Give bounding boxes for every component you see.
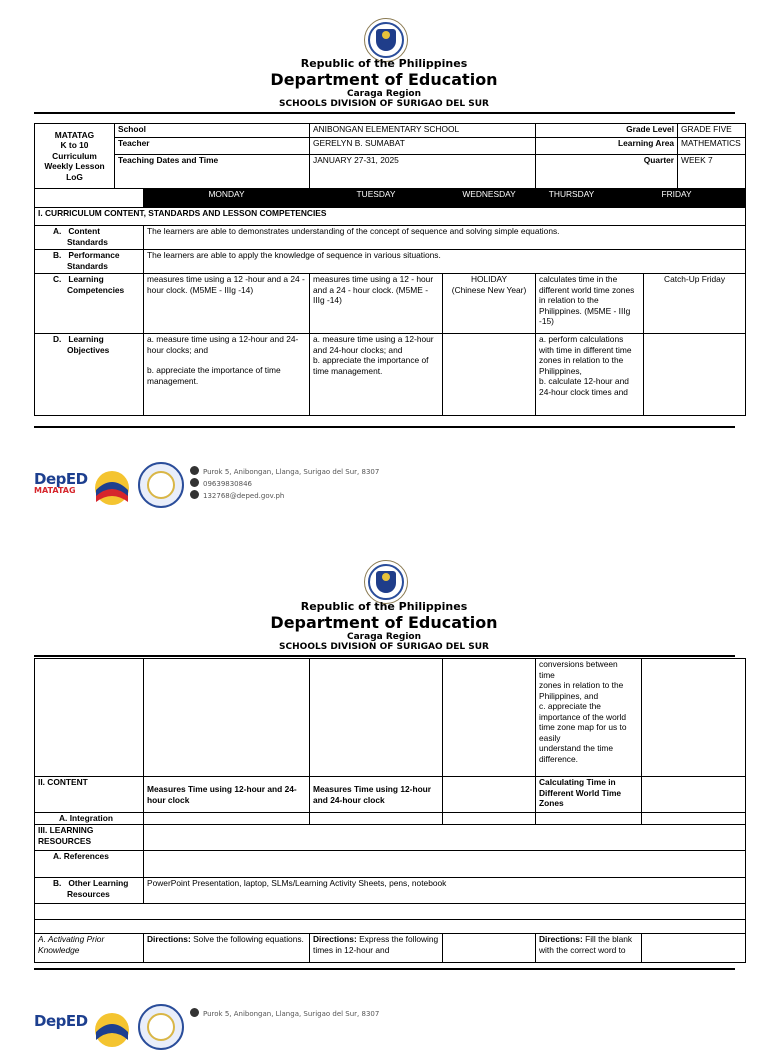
- page2-end-divider: [34, 968, 735, 970]
- day-thursday: THURSDAY: [536, 189, 608, 208]
- dates-value: JANUARY 27-31, 2025: [310, 155, 536, 189]
- content-friday: [642, 777, 746, 813]
- day-wednesday: WEDNESDAY: [443, 189, 536, 208]
- school-seal-icon: [138, 462, 184, 508]
- competency-wednesday: HOLIDAY (Chinese New Year): [443, 274, 536, 334]
- dates-label: Teaching Dates and Time: [115, 155, 310, 189]
- content-thursday: Calculating Time in Different World Time Zones: [536, 777, 642, 813]
- division-text: SCHOOLS DIVISION OF SURIGAO DEL SUR: [279, 99, 489, 109]
- performance-standards-text: The learners are able to apply the knowledge of sequence in various situations.: [144, 250, 746, 274]
- email-icon: [190, 490, 199, 499]
- tuesday-cell: [310, 659, 443, 777]
- quarter-value: WEEK 7: [678, 155, 746, 189]
- region-text: Caraga Region: [347, 89, 421, 99]
- teacher-label: Teacher: [115, 138, 310, 155]
- competency-thursday: calculates time in the different world time zones in relation to the Philippines. (M5ME - IIIg -15): [536, 274, 644, 334]
- footer: [34, 462, 394, 518]
- competency-friday: Catch-Up Friday: [644, 274, 746, 334]
- lesson-log-table-continued: [34, 658, 746, 963]
- resources-label: III. LEARNING RESOURCES: [35, 825, 144, 851]
- location-icon: [190, 466, 199, 475]
- lesson-log-table: [34, 123, 746, 416]
- integration-label: A. Integration: [35, 813, 144, 825]
- contact-info: [190, 1008, 379, 1020]
- grade-value: GRADE FIVE: [678, 124, 746, 138]
- objectives-label: D. Learning Objectives: [35, 334, 144, 416]
- day-friday: FRIDAY: [608, 189, 746, 208]
- content-wednesday: [443, 777, 536, 813]
- page1-end-divider: [34, 426, 735, 428]
- division-text: SCHOOLS DIVISION OF SURIGAO DEL SUR: [279, 642, 489, 652]
- area-value: MATHEMATICS: [678, 138, 746, 155]
- objective-monday: a. measure time using a 12-hour and 24-hour clocks; and b. appreciate the importance of time management.: [144, 334, 310, 416]
- activating-tuesday: Directions: Express the following times in 12-hour and: [310, 934, 443, 963]
- phone-line: 09639830846: [190, 478, 379, 490]
- competency-tuesday: measures time using a 12 - hour and a 24 - hour clock. (M5ME - IIIg -14): [310, 274, 443, 334]
- day-monday: MONDAY: [144, 189, 310, 208]
- republic-text: Republic of the Philippines: [300, 600, 468, 613]
- email-line: 132768@deped.gov.ph: [190, 490, 379, 502]
- wednesday-cell: [443, 659, 536, 777]
- contact-info: [190, 466, 379, 502]
- content-label: II. CONTENT: [35, 777, 144, 813]
- department-title: Department of Education: [270, 613, 498, 632]
- bagong-pilipinas-logo: [92, 1010, 132, 1050]
- friday-cell: [642, 659, 746, 777]
- objective-wednesday: [443, 334, 536, 416]
- content-monday: Measures Time using 12-hour and 24-hour clock: [144, 777, 310, 813]
- address-line: Purok 5, Anibongan, Llanga, Surigao del Sur, 8307: [190, 466, 379, 478]
- activating-thursday: Directions: Fill the blank with the correct word to: [536, 934, 642, 963]
- references-label: A. References: [35, 851, 144, 878]
- deped-logo: DepED MATATAG: [34, 470, 88, 495]
- teacher-value: GERELYN B. SUMABAT: [310, 138, 536, 155]
- content-standards-text: The learners are able to demonstrates understanding of the concept of sequence and solving simple equations.: [144, 226, 746, 250]
- region-text: Caraga Region: [347, 632, 421, 642]
- school-value: ANIBONGAN ELEMENTARY SCHOOL: [310, 124, 536, 138]
- other-resources-label: B. Other Learning Resources: [35, 878, 144, 904]
- department-title: Department of Education: [270, 70, 498, 89]
- activating-wednesday: [443, 934, 536, 963]
- activating-monday: Directions: Solve the following equations.: [144, 934, 310, 963]
- log-title: MATATAG K to 10 Curriculum Weekly Lesson LoG: [35, 124, 115, 189]
- content-tuesday: Measures Time using 12-hour and 24-hour clock: [310, 777, 443, 813]
- blank-cell: [35, 189, 144, 208]
- competencies-label: C. Learning Competencies: [35, 274, 144, 334]
- day-tuesday: TUESDAY: [310, 189, 443, 208]
- header-divider: [34, 112, 735, 114]
- section-curriculum: I. CURRICULUM CONTENT, STANDARDS AND LESSON COMPETENCIES: [35, 208, 746, 226]
- label-cell: [35, 659, 144, 777]
- school-label: School: [115, 124, 310, 138]
- monday-cell: [144, 659, 310, 777]
- activating-label: A. Activating Prior Knowledge: [35, 934, 144, 963]
- header-divider: [34, 655, 735, 657]
- republic-text: Republic of the Philippines: [300, 57, 468, 70]
- activating-friday: [642, 934, 746, 963]
- area-label: Learning Area: [536, 138, 678, 155]
- school-seal-icon: [138, 1004, 184, 1050]
- objective-tuesday: a. measure time using a 12-hour and 24-hour clocks; and b. appreciate the importance of time management.: [310, 334, 443, 416]
- objective-friday: [644, 334, 746, 416]
- performance-standards-label: B. Performance Standards: [35, 250, 144, 274]
- competency-monday: measures time using a 12 -hour and a 24 - hour clock. (M5ME - IIIg -14): [144, 274, 310, 334]
- location-icon: [190, 1008, 199, 1017]
- deped-seal-icon: [364, 560, 408, 604]
- objective-thursday-cont: conversions between time zones in relation to the Philippines, and c. appreciate the importance of the world time zone map for us to easily understand the time difference.: [536, 659, 642, 777]
- deped-logo: DepED: [34, 1012, 88, 1030]
- address-line: Purok 5, Anibongan, Llanga, Surigao del Sur, 8307: [190, 1008, 379, 1020]
- quarter-label: Quarter: [536, 155, 678, 189]
- objective-thursday: a. perform calculations with time in different time zones in relation to the Philippines, b. calculate 12-hour and 24-hour clock times and: [536, 334, 644, 416]
- content-standards-label: A. Content Standards: [35, 226, 144, 250]
- phone-icon: [190, 478, 199, 487]
- other-resources-text: PowerPoint Presentation, laptop, SLMs/Learning Activity Sheets, pens, notebook: [144, 878, 746, 904]
- grade-label: Grade Level: [536, 124, 678, 138]
- deped-seal-icon: [364, 18, 408, 62]
- bagong-pilipinas-logo: [92, 468, 132, 508]
- footer: [34, 1004, 394, 1060]
